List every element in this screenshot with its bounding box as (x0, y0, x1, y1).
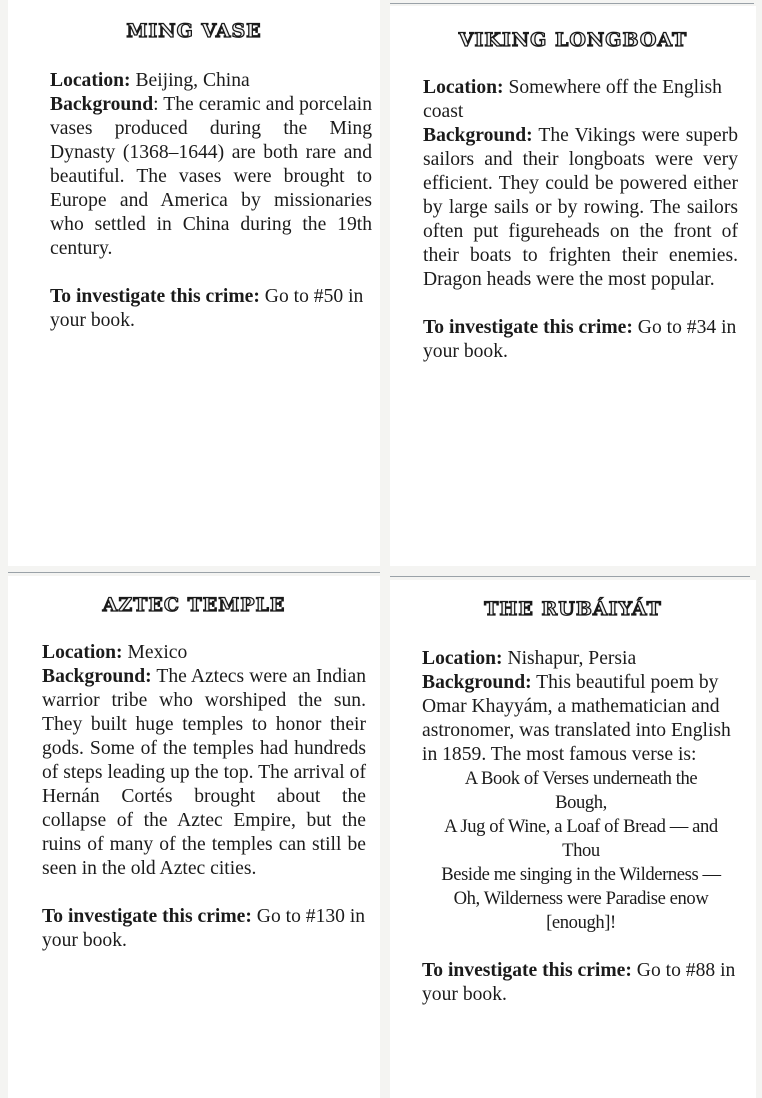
background-colon: : (153, 94, 159, 115)
background-text: This beautiful poem by Omar Khayyám, a mathematician and astronomer, was translated into English in 1859. The most famous verse is: (422, 672, 731, 765)
location-value: Nishapur, Persia (507, 648, 637, 669)
card-edge (390, 576, 750, 577)
location-value: Mexico (127, 642, 188, 663)
location-label: Location: (422, 648, 503, 669)
card-viking-longboat (390, 6, 756, 566)
verse-line: Thou (562, 840, 600, 861)
location-label: Location: (50, 70, 131, 91)
investigate-line (422, 959, 740, 1007)
card-the-rubaiyat (390, 580, 756, 1098)
verse-line: A Book of Verses underneath the (464, 768, 698, 789)
background-label: Background: (422, 672, 532, 693)
card-body (423, 76, 738, 364)
location-value: Somewhere off the English coast (423, 77, 722, 122)
card-body (50, 69, 372, 333)
verse-line: Beside me singing in the Wilderness — (441, 864, 721, 885)
card-title: THE RUBÁIYÁT (484, 598, 662, 620)
card-body (42, 641, 366, 953)
location-line (50, 69, 372, 93)
background-text: The Vikings were superb sailors and their longboats were very efficient. They could be powered either by large sails or by rowing. The sailors often put figureheads on the front of their boats to frighten their enemies. Dragon heads were the most popular. (423, 125, 738, 290)
background-paragraph (423, 124, 738, 292)
card-title: VIKING LONGBOAT (458, 29, 688, 51)
location-line (422, 647, 740, 671)
location-line (423, 76, 738, 124)
background-paragraph (42, 665, 366, 881)
background-paragraph (422, 671, 740, 767)
verse-line: Bough, (555, 792, 607, 813)
background-text: The Aztecs were an Indian warrior tribe who worshiped the sun. They built huge temples to honor their gods. Some of the temples had hundreds of steps leading up the top. The arrival of Hernán Cortés brought about the collapse of the Aztec Empire, but the ruins of many of the temples can still be seen in the old Aztec cities. (42, 666, 366, 879)
card-edge (390, 3, 754, 4)
verse-line: [enough]! (546, 912, 616, 933)
card-aztec-temple (8, 576, 380, 1098)
investigate-line (423, 316, 738, 364)
investigate-label: To investigate this crime: (42, 906, 252, 927)
investigate-line (42, 905, 366, 953)
location-line (42, 641, 366, 665)
location-value: Beijing, China (135, 70, 250, 91)
card-title: AZTEC TEMPLE (102, 594, 286, 616)
poem-verse (422, 767, 740, 935)
card-ming-vase (8, 0, 380, 566)
investigate-text: Go to #34 in your book. (423, 317, 737, 362)
background-label: Background (50, 94, 154, 115)
investigate-text: Go to #130 in your book. (42, 906, 366, 951)
background-paragraph (50, 93, 372, 261)
investigate-text: Go to #88 in your book. (422, 960, 736, 1005)
location-label: Location: (423, 77, 504, 98)
verse-line: Oh, Wilderness were Paradise enow (453, 888, 709, 909)
investigate-line (50, 285, 372, 333)
background-text: The ceramic and porcelain vases produced during the Ming Dynasty (1368–1644) are both rare and beautiful. The vases were brought to Europe and America by missionaries who settled in China during the 19th century. (50, 94, 372, 259)
background-label: Background: (423, 125, 533, 146)
card-title: MING VASE (126, 20, 262, 42)
card-body (422, 647, 740, 1007)
location-label: Location: (42, 642, 123, 663)
investigate-text: Go to #50 in your book. (50, 286, 364, 331)
investigate-label: To investigate this crime: (50, 286, 260, 307)
investigate-label: To investigate this crime: (423, 317, 633, 338)
card-edge (8, 572, 380, 573)
investigate-label: To investigate this crime: (422, 960, 632, 981)
verse-line: A Jug of Wine, a Loaf of Bread — and (444, 816, 718, 837)
background-label: Background: (42, 666, 152, 687)
